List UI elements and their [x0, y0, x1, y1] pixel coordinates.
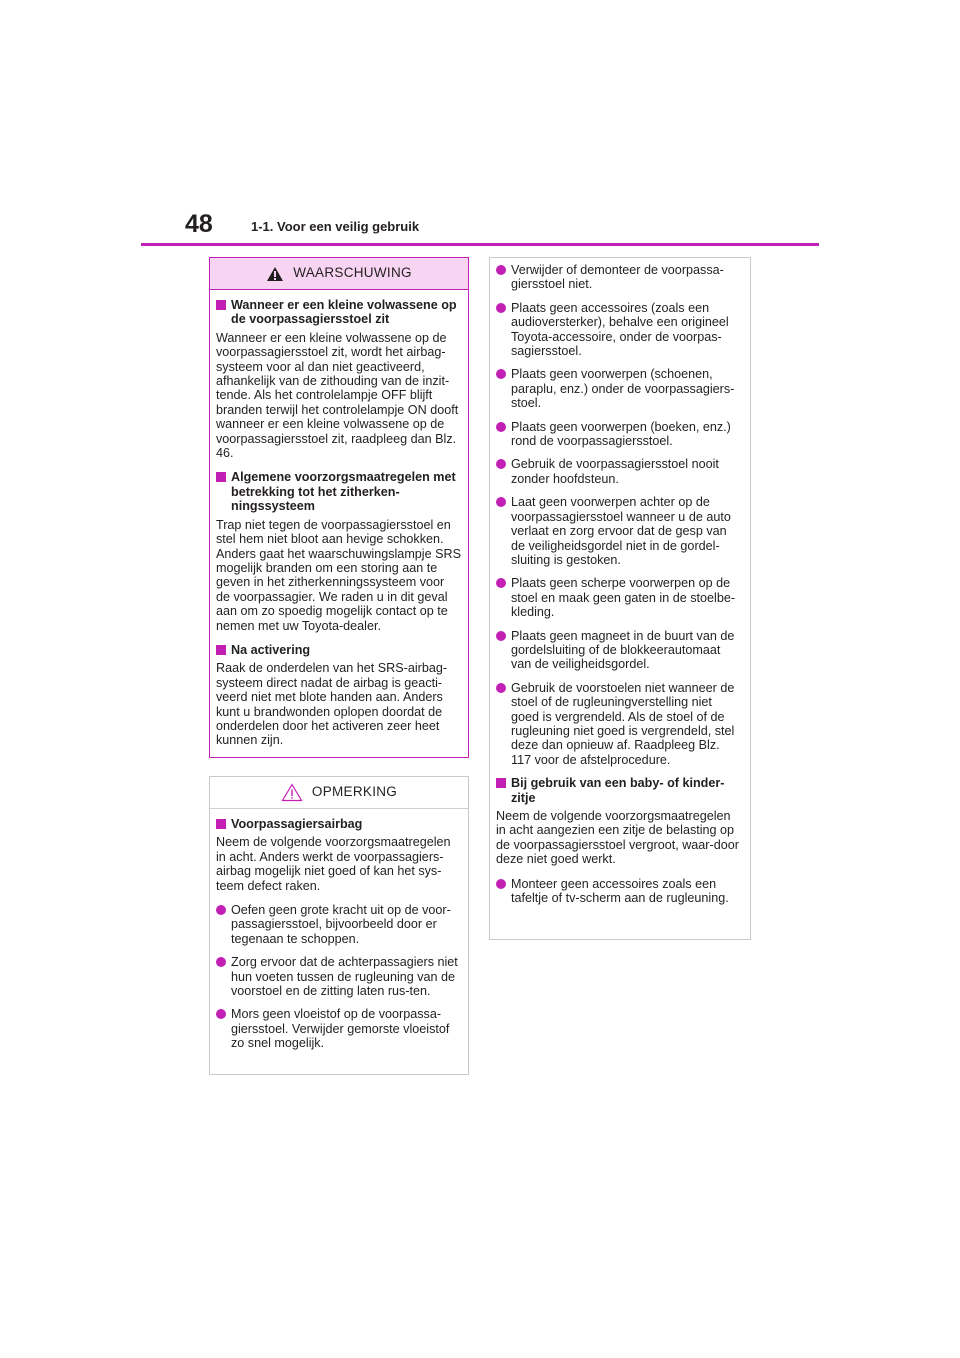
warning-box [209, 257, 469, 758]
round-bullet-icon [216, 957, 226, 967]
round-bullet-icon [496, 578, 506, 588]
round-bullet-icon [216, 905, 226, 915]
square-bullet-icon [496, 778, 506, 788]
warning-subheading: Algemene voorzorgsmaatregelen met betrekking tot het zitherken-ningssysteem [216, 470, 461, 513]
section-title: 1-1. Voor een veilig gebruik [251, 219, 420, 234]
header-rule [141, 243, 819, 246]
right-subheading: Bij gebruik van een baby- of kinder-zitje [496, 776, 743, 805]
round-bullet-icon [496, 631, 506, 641]
note-title: OPMERKING [311, 784, 398, 800]
note-box [209, 776, 469, 1075]
warning-header [210, 258, 468, 290]
note-bullet: Zorg ervoor dat de achterpassagiers niet hun voeten tussen de rugleuning van de voorstoel en de zitting laten rus-ten. [216, 955, 461, 998]
round-bullet-icon [496, 497, 506, 507]
square-bullet-icon [216, 300, 226, 310]
right-bullet: Plaats geen voorwerpen (boeken, enz.) rond de voorpassagiersstoel. [496, 420, 743, 449]
note-subheading: Voorpassagiersairbag [216, 817, 461, 831]
round-bullet-icon [496, 683, 506, 693]
right-bullet: Laat geen voorwerpen achter op de voorpassagiersstoel wanneer u de auto verlaat en zorg ervoor dat de gesp van de veiligheidsgordel niet in de gordel-sluiting is gestoken. [496, 495, 743, 567]
warning-title: WAARSCHUWING [293, 265, 412, 281]
round-bullet-icon [496, 369, 506, 379]
right-bullet: Monteer geen accessoires zoals een tafeltje of tv-scherm aan de rugleuning. [496, 877, 743, 906]
round-bullet-icon [216, 1009, 226, 1019]
warning-subheading: Na activering [216, 643, 461, 657]
round-bullet-icon [496, 265, 506, 275]
warning-triangle-icon [266, 266, 284, 282]
note-header [210, 777, 468, 809]
warning-paragraph: Wanneer er een kleine volwassene op de voorpassagiersstoel zit, wordt het airbag-systeem voor al dan niet geactiveerd, afhankelijk van de zithouding van de inzit-tende. Als het controlelampje OFF blijft branden terwijl het controlelampje ON dooft wanneer er een kleine volwassene op de voorpassagiersstoel zit, raadpleeg dan Blz. 46. [216, 330, 459, 461]
note-paragraph: Neem de volgende voorzorgsmaatregelen in acht. Anders werkt de voorpassagiers-airbag mogelijk niet goed of kan het sys-teem defect raken. [216, 835, 451, 893]
caution-triangle-icon [281, 783, 303, 802]
warning-continued-box [489, 257, 751, 940]
round-bullet-icon [496, 303, 506, 313]
note-bullet: Oefen geen grote kracht uit op de voor-passagiersstoel, bijvoorbeeld door er tegenaan te schoppen. [216, 903, 461, 946]
warning-subheading: Wanneer er een kleine volwassene op de voorpassagiersstoel zit [216, 298, 461, 327]
note-bullet: Mors geen vloeistof op de voorpassa-giersstoel. Verwijder gemorste vloeistof zo snel mogelijk. [216, 1007, 461, 1050]
page-number: 48 [185, 210, 213, 238]
square-bullet-icon [216, 819, 226, 829]
right-bullet: Plaats geen accessoires (zoals een audioversterker), behalve een origineel Toyota-accessoire, onder de voorpas-sagiersstoel. [496, 301, 743, 359]
right-bullet: Gebruik de voorpassagiersstoel nooit zonder hoofdsteun. [496, 457, 743, 486]
right-bullet: Plaats geen voorwerpen (schoenen, paraplu, enz.) onder de voorpassagiers-stoel. [496, 367, 743, 410]
right-bullet: Plaats geen magneet in de buurt van de gordelsluiting of de blokkeerautomaat van de veiligheidsgordel. [496, 629, 743, 672]
round-bullet-icon [496, 422, 506, 432]
square-bullet-icon [216, 472, 226, 482]
warning-paragraph: Raak de onderdelen van het SRS-airbag-systeem direct nadat de airbag is geacti-veerd niet met blote handen aan. Anders kunt u brandwonden oplopen doordat de onderdelen door het activeren zeer heet kunnen zijn. [216, 661, 448, 748]
right-paragraph: Neem de volgende voorzorgsmaatregelen in acht aangezien een zitje de belasting op de voorpassagiersstoel vergroot, waar-door deze niet goed werkt. [496, 809, 739, 867]
right-bullet: Gebruik de voorstoelen niet wanneer de stoel of de rugleuningverstelling niet goed is vergrendeld. Als de stoel of de rugleuning niet goed is vergrendeld, stel deze dan opnieuw af. Raadpleeg Blz. 117 voor de afstelprocedure. [496, 681, 743, 767]
right-bullet: Verwijder of demonteer de voorpassa-giersstoel niet. [496, 263, 743, 292]
round-bullet-icon [496, 879, 506, 889]
warning-paragraph: Trap niet tegen de voorpassagiersstoel en stel hem niet bloot aan hevige schokken. Anders gaat het waarschuwingslampje SRS mogelijk branden om een storing aan te geven in het zitherkenningssysteem voor de voorpassagier. We raden u in dit geval aan om zo spoedig mogelijk contact op te nemen met uw Toyota-dealer. [216, 517, 462, 633]
right-bullet: Plaats geen scherpe voorwerpen op de stoel en maak geen gaten in de stoelbe-kleding. [496, 576, 743, 619]
square-bullet-icon [216, 645, 226, 655]
round-bullet-icon [496, 459, 506, 469]
